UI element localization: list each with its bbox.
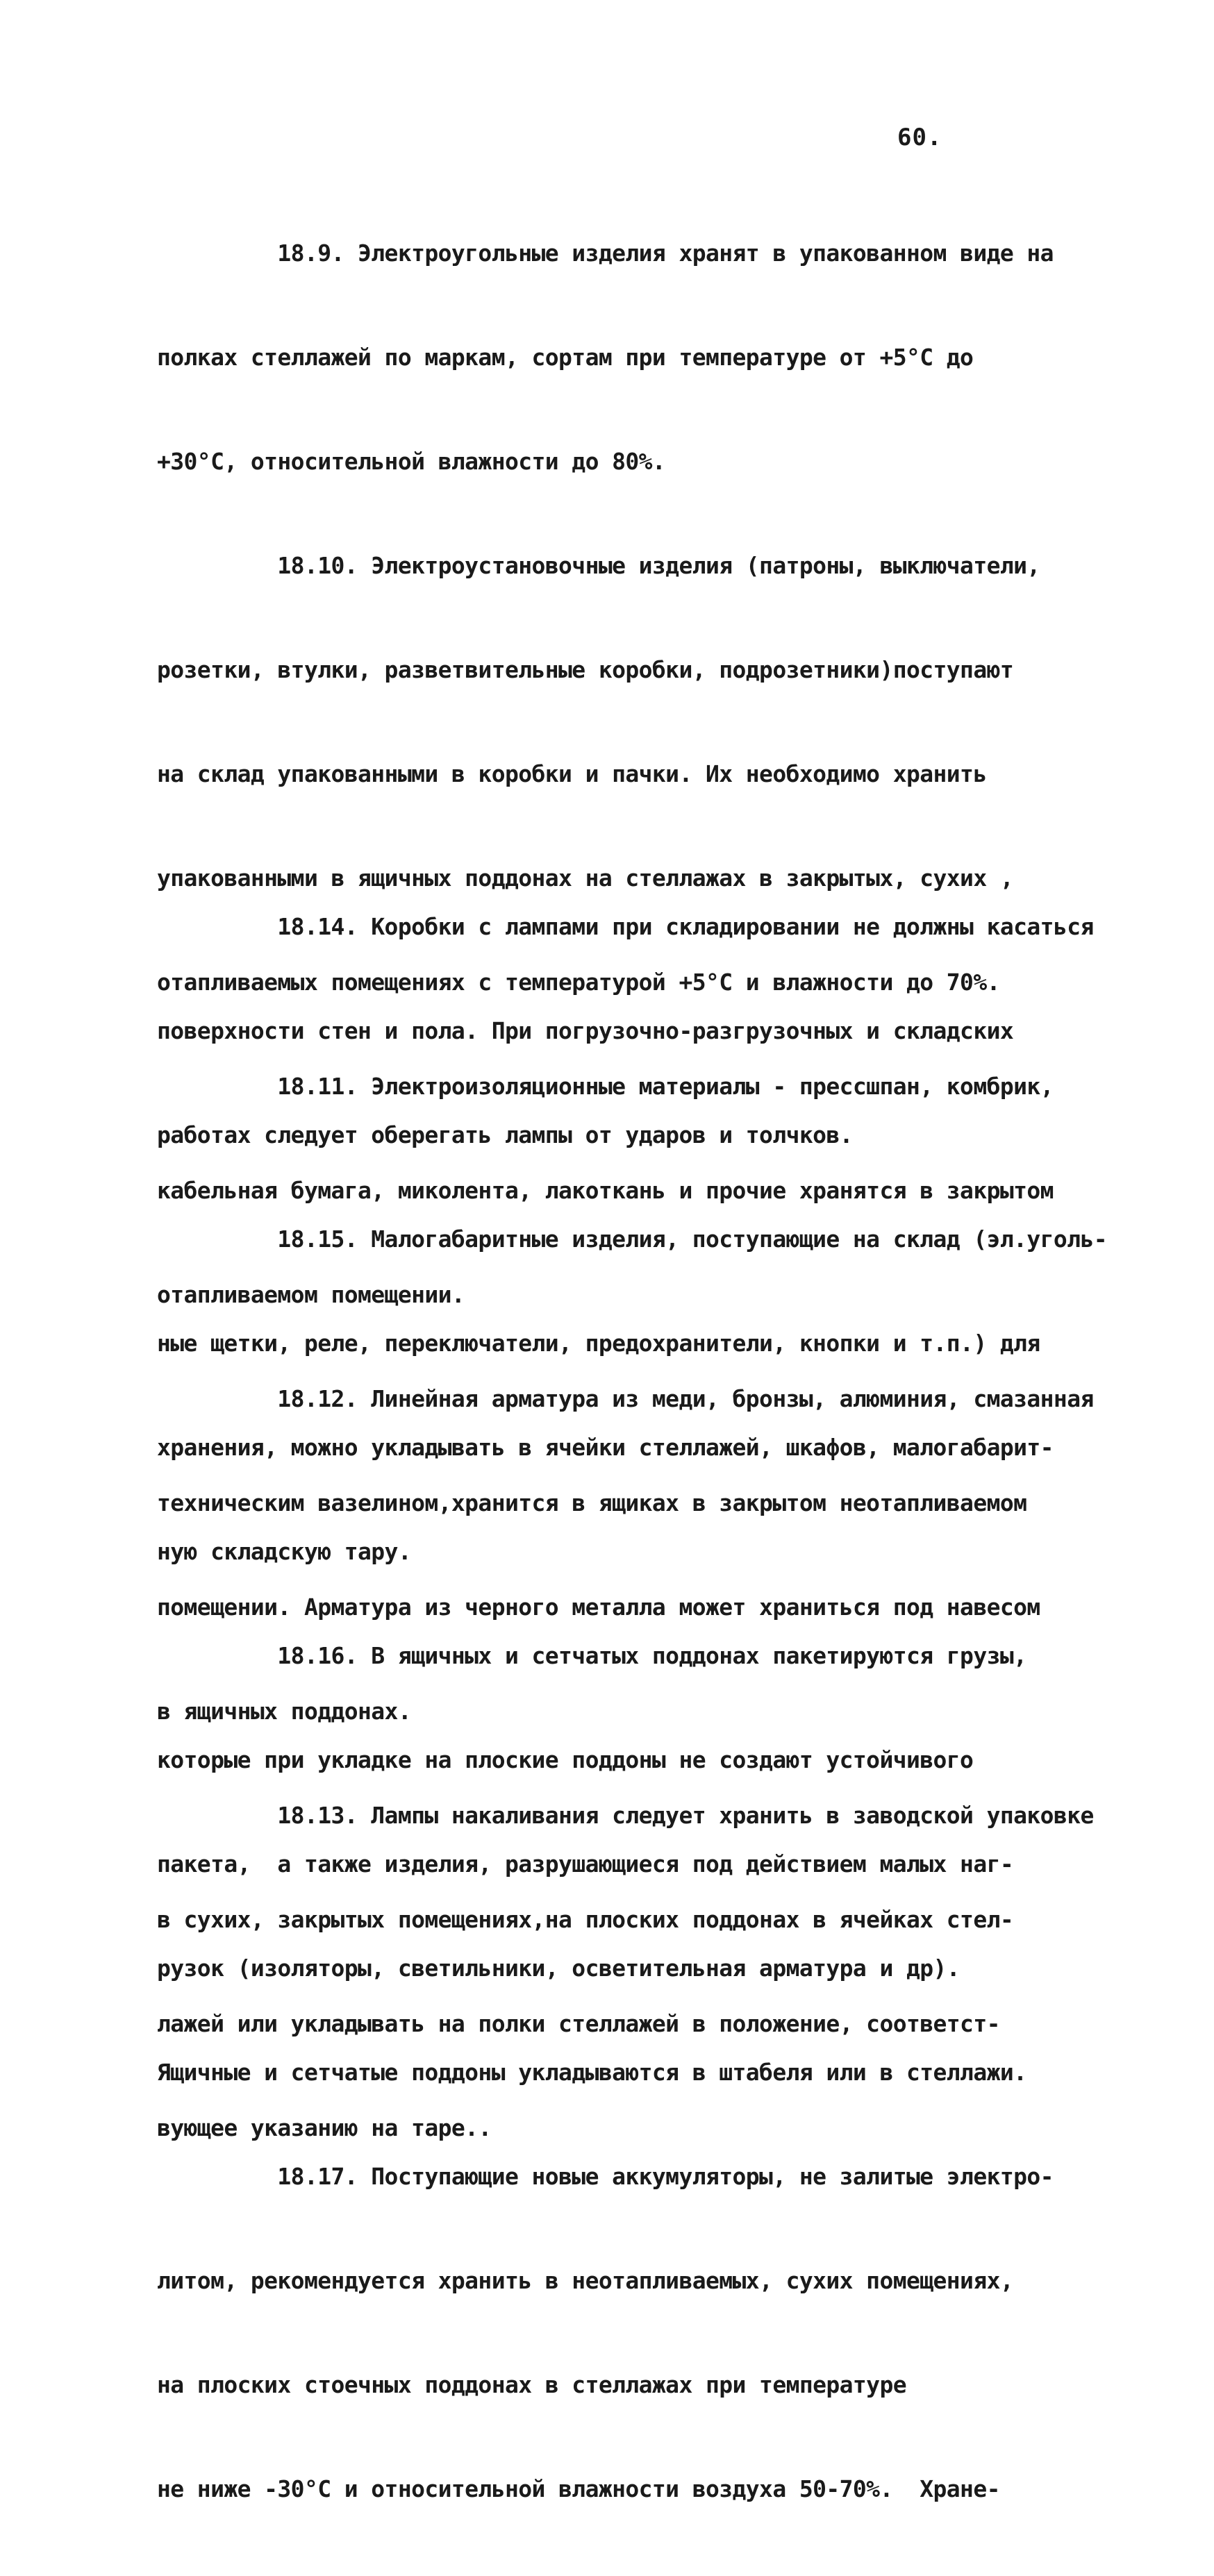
text-line: кабельная бумага, миколента, лакоткань и прочие хранятся в закрытом bbox=[157, 1177, 1054, 1204]
text-line: 18.14. Коробки с лампами при складировании не должны касаться bbox=[157, 913, 1094, 940]
text-line: в ящичных поддонах. bbox=[157, 1698, 412, 1725]
text-line: литом, рекомендуется хранить в неотапливаемых, сухих помещениях, bbox=[157, 2267, 1014, 2294]
text-line: вующее указанию на таре.. bbox=[157, 2114, 492, 2141]
text-line: 18.13. Лампы накаливания следует хранить в заводской упаковке bbox=[157, 1802, 1094, 1829]
text-line: техническим вазелином,хранится в ящиках в закрытом неотапливаемом bbox=[157, 1489, 1027, 1516]
text-line: ную складскую тару. bbox=[157, 1538, 412, 1565]
text-line: поверхности стен и пола. При погрузочно-разгрузочных и складских bbox=[157, 1017, 1014, 1044]
page-number: 60. bbox=[897, 124, 942, 151]
text-line: рузок (изоляторы, светильники, осветительная арматура и др). bbox=[157, 1955, 961, 1982]
text-line: отапливаемом помещении. bbox=[157, 1281, 465, 1308]
text-line: 18.16. В ящичных и сетчатых поддонах пакетируются грузы, bbox=[157, 1642, 1027, 1669]
text-line: которые при укладке на плоские поддоны не создают устойчивого bbox=[157, 1746, 974, 1773]
text-line: в сухих, закрытых помещениях,на плоских поддонах в ячейках стел- bbox=[157, 1906, 1014, 1933]
text-line: ные щетки, реле, переключатели, предохранители, кнопки и т.п.) для bbox=[157, 1330, 1040, 1357]
text-line: розетки, втулки, разветвительные коробки, подрозетники)поступают bbox=[157, 656, 1014, 683]
text-line: 18.10. Электроустановочные изделия (патроны, выключатели, bbox=[157, 552, 1040, 579]
text-line: лажей или укладывать на полки стеллажей в положение, соответст- bbox=[157, 2010, 1000, 2037]
text-line: 18.11. Электроизоляционные материалы - прессшпан, комбрик, bbox=[157, 1073, 1054, 1100]
text-line: Ящичные и сетчатые поддоны укладываются в штабеля или в стеллажи. bbox=[157, 2059, 1027, 2086]
text-line: хранения, можно укладывать в ячейки стеллажей, шкафов, малогабарит- bbox=[157, 1434, 1054, 1461]
text-line: работах следует оберегать лампы от ударов и толчков. bbox=[157, 1121, 853, 1148]
text-line: +30°С, относительной влажности до 80%. bbox=[157, 448, 666, 475]
text-line: помещении. Арматура из черного металла может храниться под навесом bbox=[157, 1594, 1040, 1621]
text-line: на плоских стоечных поддонах в стеллажах при температуре bbox=[157, 2371, 906, 2398]
text-block-lower bbox=[157, 840, 1108, 2576]
text-line: 18.15. Малогабаритные изделия, поступающие на склад (эл.уголь- bbox=[157, 1226, 1108, 1253]
text-line: полках стеллажей по маркам, сортам при температуре от +5°С до bbox=[157, 344, 974, 371]
text-line: на склад упакованными в коробки и пачки. Их необходимо хранить bbox=[157, 760, 987, 787]
text-line: 18.9. Электроугольные изделия хранят в упакованном виде на bbox=[157, 240, 1054, 267]
text-line: пакета, а также изделия, разрушающиеся под действием малых наг- bbox=[157, 1850, 1014, 1877]
text-line: 18.17. Поступающие новые аккумуляторы, не залитые электро- bbox=[157, 2163, 1054, 2190]
text-line: отапливаемых помещениях с температурой +5°С и влажности до 70%. bbox=[157, 969, 1000, 996]
text-line: 18.12. Линейная арматура из меди, бронзы, алюминия, смазанная bbox=[157, 1385, 1094, 1412]
text-line: не ниже -30°С и относительной влажности воздуха 50-70%. Хране- bbox=[157, 2475, 1000, 2502]
text-line: упакованными в ящичных поддонах на стеллажах в закрытых, сухих , bbox=[157, 864, 1014, 892]
